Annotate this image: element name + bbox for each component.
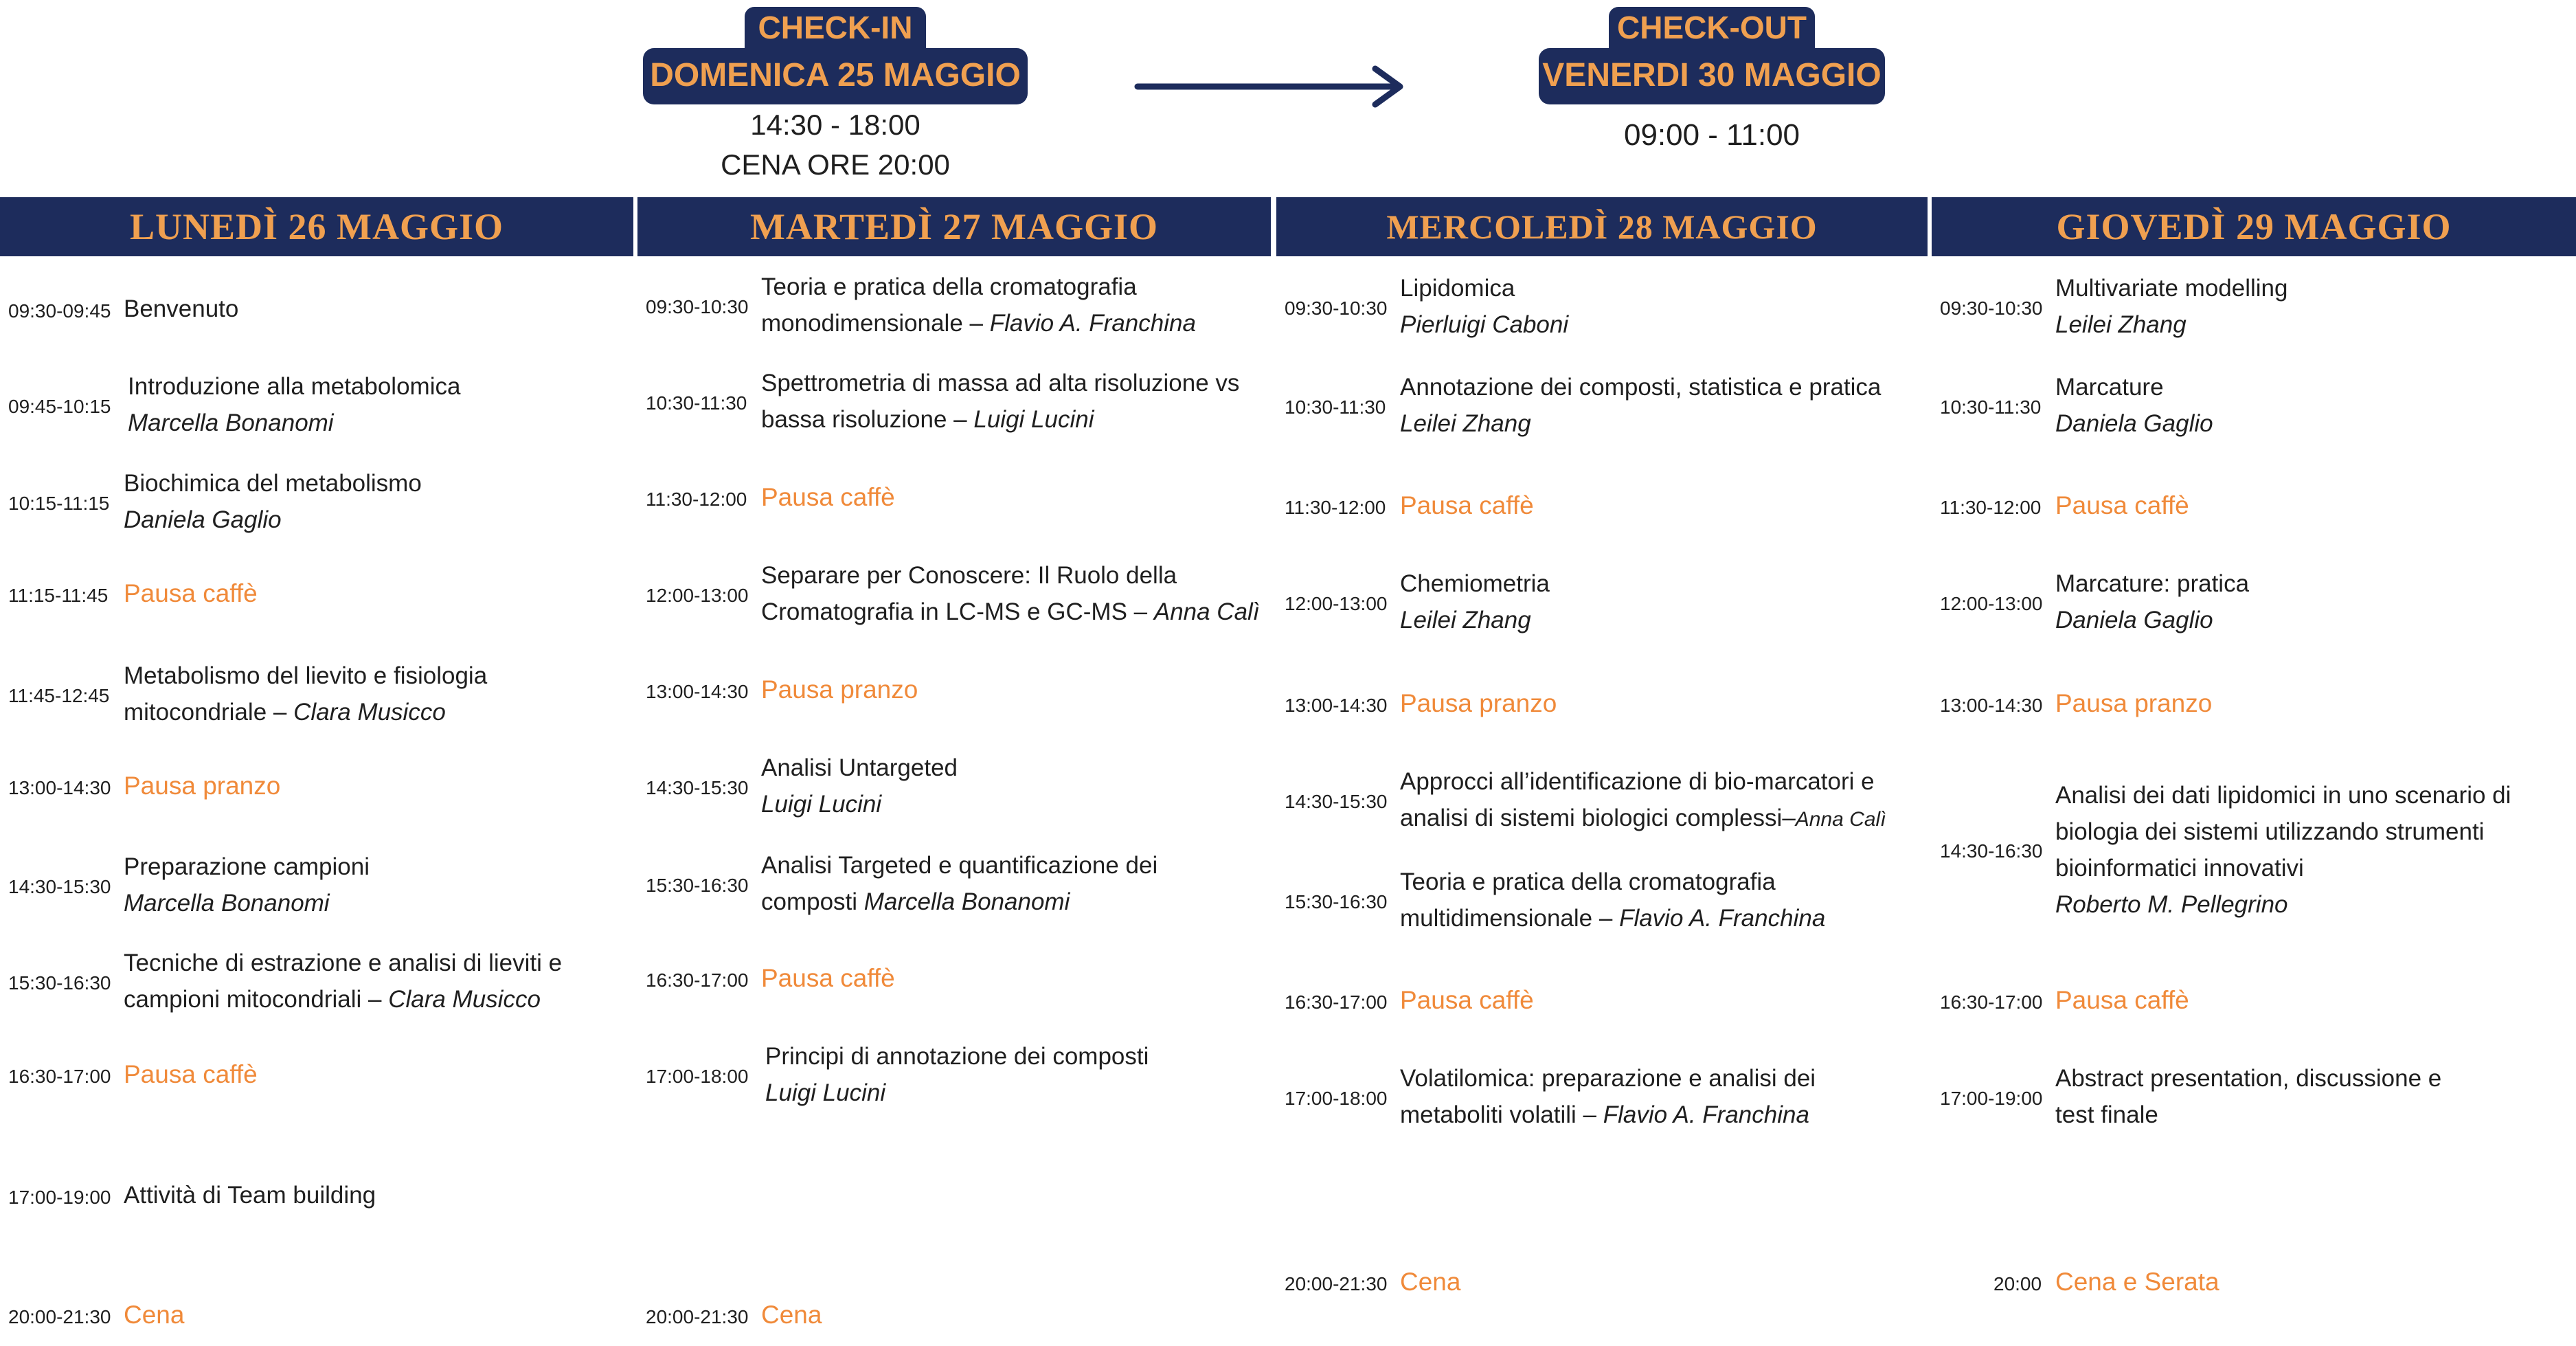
item-title: Biochimica del metabolismo <box>124 470 422 497</box>
item-time: 17:00-18:00 <box>1285 1088 1388 1109</box>
item-title: Chemiometria <box>1400 570 1550 597</box>
item-title: Tecniche di estrazione e analisi di lieviti e <box>124 950 563 976</box>
checkout-date: VENERDI 30 MAGGIO <box>1539 48 1885 104</box>
item-title: Teoria e pratica della cromatografia <box>1400 868 1776 895</box>
item-time: 09:30-09:45 <box>8 300 111 322</box>
break-label: Cena <box>1400 1268 1461 1296</box>
item-title-cont: analisi di sistemi biologici complessi– <box>1400 805 1796 831</box>
item-time: 15:30-16:30 <box>646 875 749 896</box>
arrow-right-icon <box>1133 63 1408 111</box>
item-title-cont: monodimensionale – <box>761 310 983 337</box>
item-time: 10:15-11:15 <box>8 493 110 514</box>
day-header-wednesday: MERCOLEDÌ 28 MAGGIO <box>1276 197 1928 256</box>
item-time: 16:30-17:00 <box>646 969 749 991</box>
item-body <box>128 368 626 441</box>
item-time: 10:30-11:30 <box>1940 396 2042 418</box>
item-speaker: Anna Calì <box>1153 598 1260 625</box>
item-title-cont: test finale <box>2055 1101 2158 1128</box>
item-time: 11:45-12:45 <box>8 685 110 706</box>
item-body <box>124 658 626 730</box>
item-time: 13:00-14:30 <box>8 777 111 798</box>
item-time: 14:30-16:30 <box>1940 840 2043 862</box>
day-header-thursday: GIOVEDÌ 29 MAGGIO <box>1932 197 2576 256</box>
schedule-column-tuesday <box>637 256 1271 1346</box>
item-time: 20:00-21:30 <box>1285 1273 1388 1294</box>
item-time: 14:30-15:30 <box>646 777 749 798</box>
break-label: Cena <box>124 1301 185 1329</box>
item-title: Attività di Team building <box>124 1182 376 1209</box>
day-header-monday: LUNEDÌ 26 MAGGIO <box>0 197 633 256</box>
schedule-column-thursday <box>1932 256 2576 1346</box>
item-title: Analisi dei dati lipidomici in uno scenario di <box>2055 782 2511 809</box>
break-label: Pausa caffè <box>2055 986 2189 1014</box>
item-speaker: Anna Calì <box>1795 808 1886 831</box>
item-time: 14:30-15:30 <box>1285 791 1388 812</box>
item-body <box>2055 565 2569 638</box>
item-time: 20:00-21:30 <box>8 1306 111 1327</box>
item-body <box>761 750 1264 822</box>
item-speaker: Daniela Gaglio <box>2055 607 2213 633</box>
schedule-column-monday <box>0 256 633 1346</box>
item-speaker: Daniela Gaglio <box>124 506 282 533</box>
break-label: Pausa caffè <box>1400 491 1534 519</box>
item-title: Lipidomica <box>1400 275 1515 302</box>
item-speaker: Leilei Zhang <box>1400 607 1531 633</box>
item-speaker: Marcella Bonanomi <box>128 410 334 436</box>
item-time: 13:00-14:30 <box>1940 695 2043 716</box>
item-speaker: Luigi Lucini <box>761 791 882 818</box>
checkin-dinner: CENA ORE 20:00 <box>721 148 950 181</box>
item-time: 20:00-21:30 <box>646 1306 749 1327</box>
item-speaker: Leilei Zhang <box>1400 410 1531 437</box>
item-body <box>761 847 1264 920</box>
break-label: Pausa caffè <box>2055 491 2189 519</box>
item-speaker: Luigi Lucini <box>973 406 1094 433</box>
checkout-time: 09:00 - 11:00 <box>1623 118 1800 152</box>
day-header-tuesday: MARTEDÌ 27 MAGGIO <box>637 197 1271 256</box>
item-title: Analisi Targeted e quantificazione dei <box>761 852 1158 879</box>
item-title: Principi di annotazione dei composti <box>765 1043 1149 1070</box>
item-time: 17:00-18:00 <box>646 1066 749 1087</box>
item-body <box>1400 763 1921 838</box>
break-label: Pausa pranzo <box>1400 689 1557 717</box>
item-speaker: Daniela Gaglio <box>2055 410 2213 437</box>
item-body <box>1400 864 1921 936</box>
item-speaker: Clara Musicco <box>293 699 446 726</box>
item-title-cont: multidimensionale – <box>1400 905 1613 932</box>
item-speaker: Luigi Lucini <box>765 1079 886 1106</box>
item-title: Preparazione campioni <box>124 853 370 880</box>
item-body <box>1400 270 1921 343</box>
item-title: Introduzione alla metabolomica <box>128 373 461 400</box>
item-body <box>124 849 626 921</box>
item-body <box>1400 1060 1921 1133</box>
item-body <box>765 1038 1264 1111</box>
item-title: Volatilomica: preparazione e analisi dei <box>1400 1065 1816 1092</box>
break-label: Pausa caffè <box>761 483 895 511</box>
item-title-cont: biologia dei sistemi utilizzando strumenti <box>2055 818 2485 845</box>
item-title: Abstract presentation, discussione e <box>2055 1065 2442 1092</box>
break-label: Pausa pranzo <box>2055 689 2213 717</box>
item-body <box>761 365 1264 438</box>
item-title: Teoria e pratica della cromatografia <box>761 273 1137 300</box>
break-label: Pausa pranzo <box>761 675 918 704</box>
item-speaker: Roberto M. Pellegrino <box>2055 891 2288 918</box>
item-time: 09:45-10:15 <box>8 396 111 417</box>
item-title-cont: metaboliti volatili – <box>1400 1101 1596 1128</box>
item-title: Multivariate modelling <box>2055 275 2288 302</box>
item-time: 15:30-16:30 <box>1285 891 1388 912</box>
checkin-time: 14:30 - 18:00 <box>750 109 920 141</box>
item-speaker: Leilei Zhang <box>2055 311 2187 338</box>
item-title: Analisi Untargeted <box>761 754 958 781</box>
item-title: Separare per Conoscere: Il Ruolo della <box>761 562 1177 589</box>
item-body <box>2055 369 2569 442</box>
item-title: Marcature <box>2055 374 2164 401</box>
item-body <box>1400 565 1921 638</box>
item-time: 09:30-10:30 <box>1285 298 1388 319</box>
item-time: 10:30-11:30 <box>646 392 747 414</box>
item-time: 11:15-11:45 <box>8 585 109 606</box>
item-speaker: Flavio A. Franchina <box>1603 1101 1809 1128</box>
item-time: 11:30-12:00 <box>1285 497 1386 518</box>
break-label: Pausa caffè <box>761 964 895 992</box>
item-time: 20:00 <box>1993 1273 2042 1294</box>
item-body <box>1400 369 1921 442</box>
item-speaker: Flavio A. Franchina <box>1619 905 1826 932</box>
item-speaker: Marcella Bonanomi <box>863 888 1070 915</box>
break-label: Cena <box>761 1301 822 1329</box>
item-time: 13:00-14:30 <box>646 681 749 702</box>
item-speaker: Pierluigi Caboni <box>1400 311 1569 338</box>
item-speaker: Marcella Bonanomi <box>124 890 330 917</box>
item-time: 15:30-16:30 <box>8 972 111 994</box>
item-title: Metabolismo del lievito e fisiologia <box>124 662 488 689</box>
item-body <box>761 269 1264 341</box>
item-time: 09:30-10:30 <box>646 296 749 317</box>
item-speaker: Flavio A. Franchina <box>989 310 1196 337</box>
item-body <box>2055 1060 2569 1133</box>
item-title-cont: campioni mitocondriali – <box>124 986 382 1013</box>
item-time: 12:00-13:00 <box>1940 593 2043 614</box>
item-title: Approcci all’identificazione di bio-marcatori e <box>1400 768 1875 795</box>
item-time: 11:30-12:00 <box>1940 497 2042 518</box>
break-label: Pausa caffè <box>1400 986 1534 1014</box>
item-body <box>761 557 1264 630</box>
item-time: 17:00-19:00 <box>8 1187 111 1208</box>
item-speaker: Clara Musicco <box>388 986 541 1013</box>
item-body <box>2055 270 2569 343</box>
item-body <box>2055 777 2569 923</box>
checkin-date: DOMENICA 25 MAGGIO <box>643 48 1028 104</box>
item-body <box>124 945 626 1018</box>
break-label: Cena e Serata <box>2055 1268 2219 1296</box>
item-time: 17:00-19:00 <box>1940 1088 2043 1109</box>
item-time: 11:30-12:00 <box>646 489 747 510</box>
checkout-label: CHECK-OUT <box>1609 7 1815 49</box>
break-label: Pausa pranzo <box>124 772 281 800</box>
item-time: 16:30-17:00 <box>8 1066 111 1087</box>
item-title-cont: bassa risoluzione – <box>761 406 967 433</box>
item-body <box>124 465 626 538</box>
item-body <box>124 291 626 327</box>
item-time: 14:30-15:30 <box>8 876 111 897</box>
item-title-cont: composti <box>761 888 864 915</box>
item-title-cont: bioinformatici innovativi <box>2055 855 2304 882</box>
item-title: Benvenuto <box>124 295 239 322</box>
item-title-cont: Cromatografia in LC-MS e GC-MS – <box>761 598 1148 625</box>
item-time: 09:30-10:30 <box>1940 298 2043 319</box>
item-title: Annotazione dei composti, statistica e pratica <box>1400 374 1882 401</box>
item-body <box>124 1177 626 1213</box>
item-time: 12:00-13:00 <box>646 585 749 606</box>
break-label: Pausa caffè <box>124 1060 258 1088</box>
item-title: Marcature: pratica <box>2055 570 2250 597</box>
item-time: 12:00-13:00 <box>1285 593 1388 614</box>
break-label: Pausa caffè <box>124 579 258 607</box>
checkin-label: CHECK-IN <box>745 7 926 49</box>
item-title: Spettrometria di massa ad alta risoluzione vs <box>761 370 1240 396</box>
item-time: 13:00-14:30 <box>1285 695 1388 716</box>
item-title-cont: mitocondriale – <box>124 699 287 726</box>
item-time: 16:30-17:00 <box>1285 991 1388 1013</box>
item-time: 16:30-17:00 <box>1940 991 2043 1013</box>
item-time: 10:30-11:30 <box>1285 396 1386 418</box>
schedule-column-wednesday <box>1276 256 1928 1346</box>
